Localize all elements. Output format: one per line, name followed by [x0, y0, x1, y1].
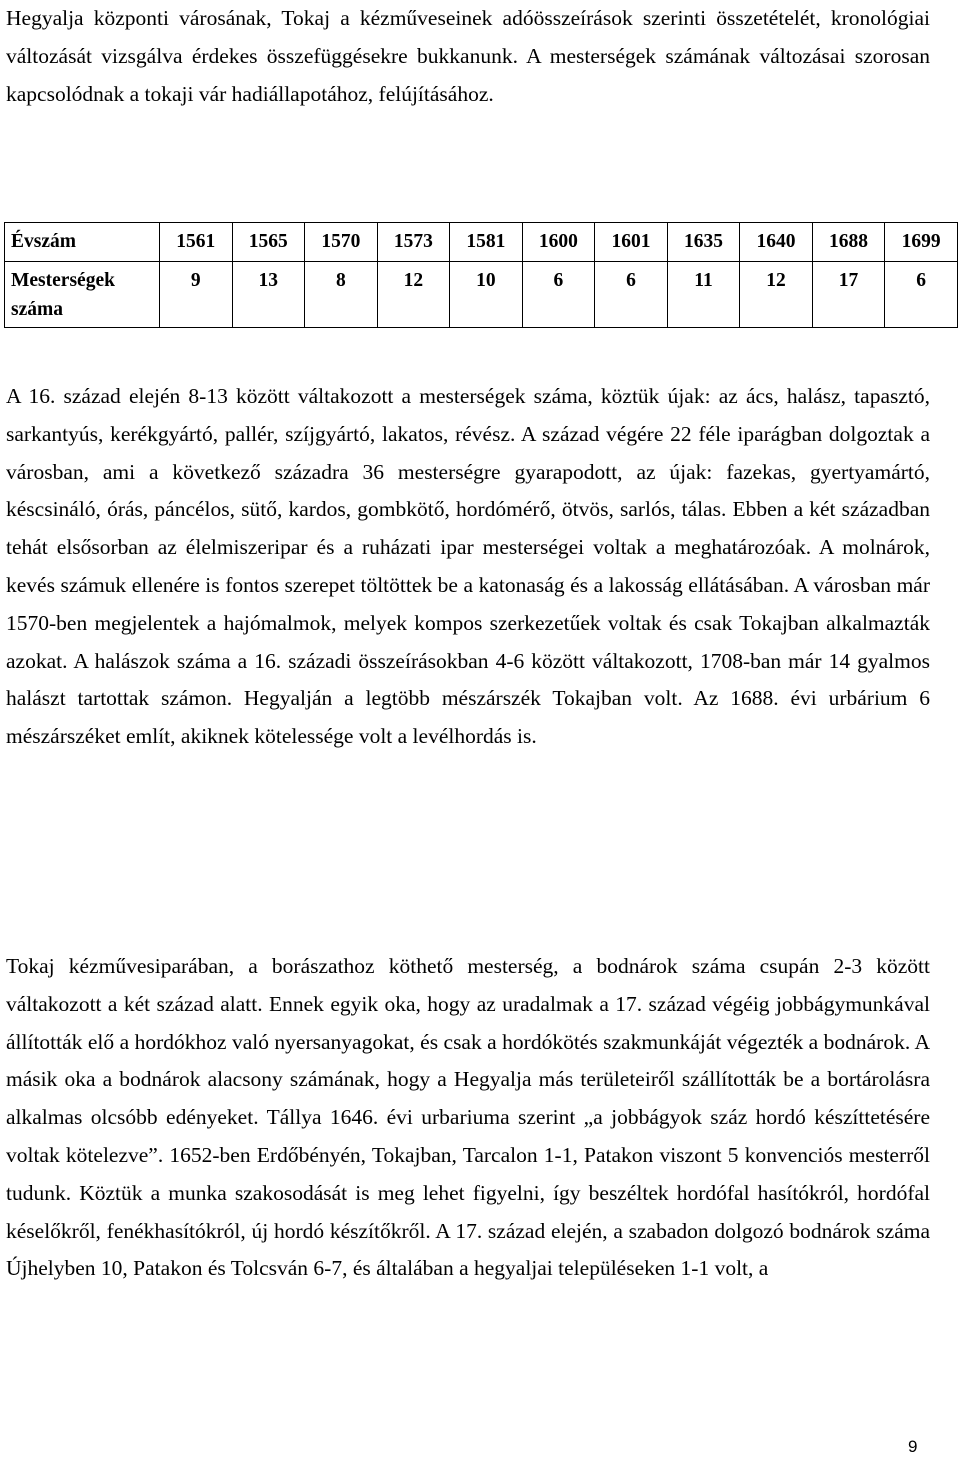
count-cell: 13 [232, 262, 305, 328]
page-number: 9 [908, 1437, 918, 1456]
count-cell: 11 [667, 262, 740, 328]
year-cell: 1573 [377, 223, 450, 262]
year-cell: 1601 [595, 223, 668, 262]
year-cell: 1570 [305, 223, 378, 262]
row-label-count: Mesterségek száma [5, 262, 160, 328]
table-row-counts [5, 262, 958, 328]
table-row-years [5, 223, 958, 262]
count-cell: 12 [740, 262, 813, 328]
year-cell: 1565 [232, 223, 305, 262]
row-label-year: Évszám [5, 223, 160, 262]
count-cell: 12 [377, 262, 450, 328]
year-cell: 1640 [740, 223, 813, 262]
crafts-table-wrapper [4, 222, 958, 328]
year-cell: 1688 [812, 223, 885, 262]
year-cell: 1699 [885, 223, 958, 262]
count-cell: 10 [450, 262, 523, 328]
year-cell: 1561 [160, 223, 233, 262]
count-cell: 17 [812, 262, 885, 328]
paragraph-16th-century: A 16. század elején 8-13 között váltakozott a mesterségek száma, köztük újak: az ács, halász, tapasztó, sarkantyús, kerékgyártó, pallér, szíjgyártó, lakatos, révész. A század végére 22 féle iparágban dolgoztak a városban, ami a következő századra 36 mesterségre gyarapodott, az újak: fazekas, gyertyamártó, késcsináló, órás, páncélos, sütő, kardos, gombkötő, hordómérő, ötvös, sarlós, tálas. Ebben a két században tehát elsősorban az élelmiszeripar és a ruházati ipar mesterségei voltak a meghatározóak. A molnárok, kevés számuk ellenére is fontos szerepet töltöttek be a katonaság és a lakosság ellátásában. A városban már 1570-ben megjelentek a hajómalmok, melyek kompos szerkezetűek voltak és csak Tokajban alkalmazták azokat. A halászok száma a 16. századi összeírásokban 4-6 között váltakozott, 1708-ban már 14 gyalmos halászt tartottak számon. Hegyalján a legtöbb mészárszék Tokajban volt. Az 1688. évi urbárium 6 mészárszéket említ, akiknek kötelessége volt a levélhordás is. [6, 384, 930, 749]
paragraph-coopers: Tokaj kézművesiparában, a borászathoz köthető mesterség, a bodnárok száma csupán 2-3 között váltakozott a két század alatt. Ennek egyik oka, hogy az uradalmak a 17. század végéig jobbágymunkával állították elő a hordókhoz való nyersanyagokat, és csak a hordókötés szakmunkáját végezték a bodnárok. A másik oka a bodnárok alacsony számának, hogy a Hegyalja más területeiről szállították be a bortárolásra alkalmas olcsóbb edényeket. Tállya 1646. évi urbariuma szerint „a jobbágyok száz hordó készíttetésére voltak kötelezve”. 1652-ben Erdőbényén, Tokajban, Tarcalon 1-1, Patakon viszont 5 konvenciós mesterről tudunk. Köztük a munka szakosodását is meg lehet figyelni, így beszéltek hordófal hasítókról, hordófal késelőkről, fenékhasítókról, új hordó készítőkről. A 17. század elején, a szabadon dolgozó bodnárok száma Újhelyben 10, Patakon és Tolcsván 6-7, és általában a hegyaljai településeken 1-1 volt, a [6, 954, 930, 1281]
crafts-table [4, 222, 958, 328]
count-cell: 8 [305, 262, 378, 328]
year-cell: 1635 [667, 223, 740, 262]
count-cell: 6 [595, 262, 668, 328]
year-cell: 1581 [450, 223, 523, 262]
count-cell: 6 [885, 262, 958, 328]
count-cell: 6 [522, 262, 595, 328]
year-cell: 1600 [522, 223, 595, 262]
paragraph-intro: Hegyalja központi városának, Tokaj a kézműveseinek adóösszeírások szerinti összetételét, kronológiai változását vizsgálva érdekes összefüggésekre bukkanunk. A mesterségek számának változásai szorosan kapcsolódnak a tokaji vár hadiállapotához, felújításához. [6, 6, 930, 106]
count-cell: 9 [160, 262, 233, 328]
